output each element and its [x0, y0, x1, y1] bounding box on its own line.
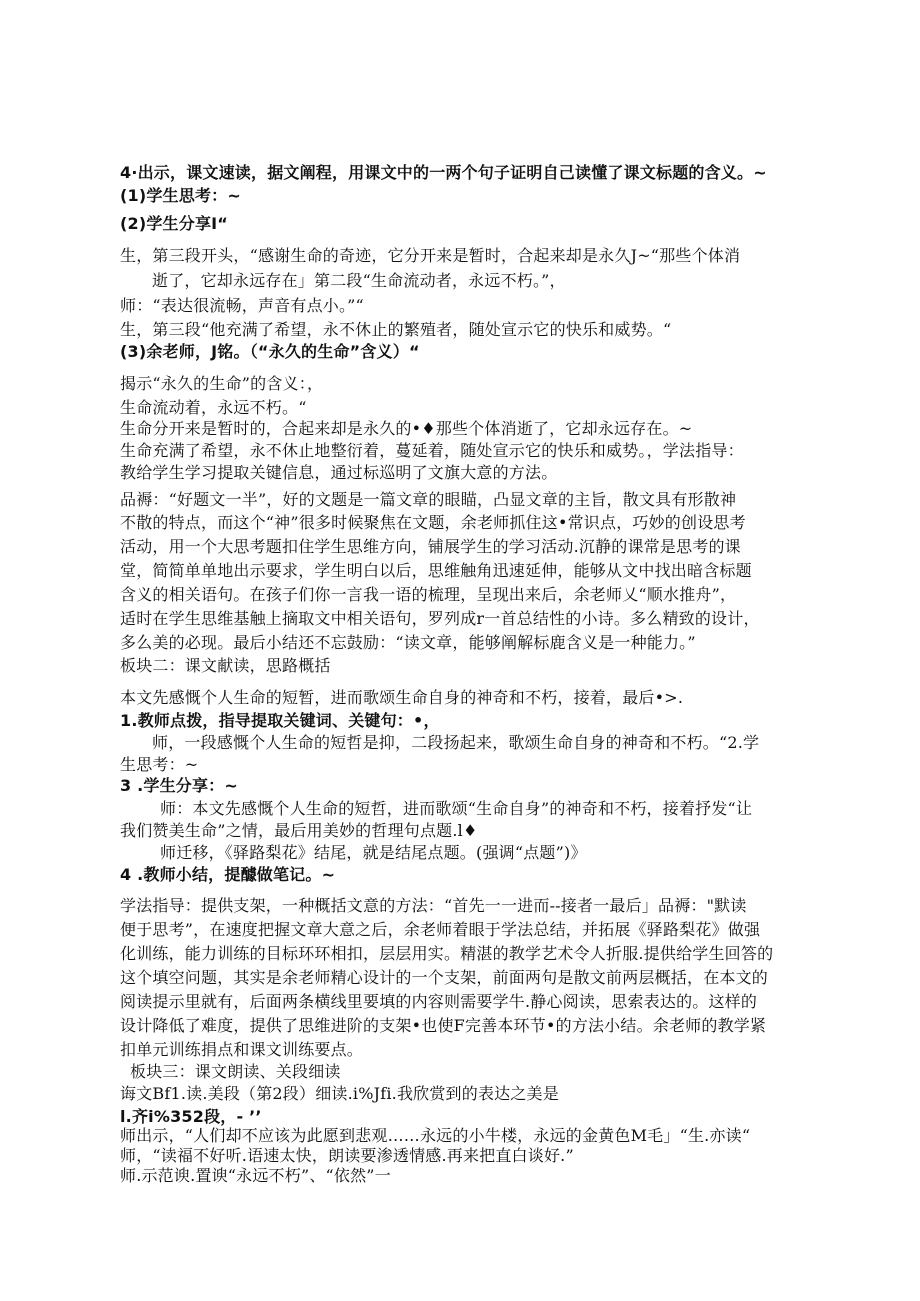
section-heading: 板块二：课文献读，思路概括	[120, 656, 331, 675]
text-line: 4·出示，课文速读，据文阐程，用课文中的一两个句子证明自己读懂了课文标题的含义。~	[120, 163, 767, 182]
text-line: 适时在学生思维基触上摘取文中相关语句，罗列成r一首总结性的小诗。多么精致的设计，	[120, 609, 760, 628]
text-line: 教给学生学习提取关键信息，通过标巡明了文旗大意的方法。	[120, 463, 558, 482]
text-line: (2)学生分享I“	[120, 214, 229, 233]
text-line: (3)余老师，J铭。（“永久的生命”含义）“	[120, 342, 420, 361]
text-line: 师：本文先感慨个人生命的短哲，进而歌颂“生命自身”的神奇和不朽，接着抒发“让	[160, 799, 753, 818]
section-heading: 板块三：课文朗读、关段细读	[130, 1062, 341, 1081]
text-line: 化训练，能力训练的目标环环相扣，层层用实。精湛的教学艺术令人折服.提供给学生回答的	[120, 944, 774, 963]
text-line: 生命流动着，永远不朽。“	[120, 398, 307, 417]
text-line: 学法指导：提供支架，一种概括文意的方法：“首先一一进而--接者一最后」品褥："默读	[120, 896, 747, 915]
text-line: 生思考：~	[120, 755, 199, 774]
text-line: 含义的相关语句。在孩子们你一言我一语的梳理，呈现出来后，余老师乂“顺水推舟”，	[120, 585, 737, 604]
text-line: 生命充满了希望，永不休止地整衍着，蔓延着，随处宣示它的快乐和威势。，学法指导：	[120, 441, 744, 460]
text-line: 1.教师点拨，指导提取关键词、关键句：•，	[120, 711, 440, 730]
text-line: 生，第三段开头，“感谢生命的奇迹，它分开来是暂时，合起来却是永久J~“那些个体消	[120, 246, 741, 265]
text-line: 多么美的必现。最后小结还不忘鼓励：“读文章，能够阐解标鹿含义是一种能力。”	[120, 633, 696, 652]
text-line: 师出示，“人们却不应该为此愿到悲观……永远的小牛楼，永远的金黄色M毛」“生.亦读“	[120, 1126, 751, 1145]
text-line: 3 .学生分享：~	[120, 776, 238, 795]
text-line: 4 .教师小结，提醵做笔记。~	[120, 865, 336, 884]
text-line: 师迁移，《驿路梨花》结尾，就是结尾点题。(强调“点题”)》	[160, 843, 587, 862]
text-line: 诲文Bf1.读.美段（第2段）细读.i%Jfi.我欣赏到的表达之美是	[120, 1084, 559, 1103]
text-line: 本文先感慨个人生命的短暂，进而歌颂生命自身的神奇和不朽，接着，最后•>.	[120, 688, 684, 707]
text-line: 生命分开来是暂时的，合起来却是永久的•♦那些个体消逝了，它却永远存在。~	[120, 419, 693, 438]
text-line: 便于思考”，在速度把握文章大意之后，余老师着眼于学法总结，并拓展《驿路梨花》做强	[120, 920, 761, 939]
text-line: 揭示“永久的生命”的含义：，	[120, 374, 324, 393]
text-line: 这个填空问题，其实是余老师精心设计的一个支架，前面两句是散文前两层概括，在本文的	[120, 968, 769, 987]
text-line: 师.示范谀.置谀“永远不朽”、“依然”一	[120, 1166, 391, 1185]
text-line: 师，“读福不好听.语速太快，朗读要渗透情感.再来把直白谈好.”	[120, 1146, 574, 1165]
text-line: 师，一段感慨个人生命的短哲是抑，二段扬起来，歌颂生命自身的神奇和不朽。“2.学	[152, 733, 760, 752]
text-line: 阅读提示里就有，后面两条横线里要填的内容则需要学牛.静心阅读，思索表达的。这样的	[120, 992, 758, 1011]
text-line: 不散的特点，而这个“神”很多时候聚焦在文题，余老师抓住这•常识点，巧妙的创设思考	[120, 513, 746, 532]
text-line: 设计降低了难度，提供了思维进阶的支架•也使F完善本环节•的方法小结。余老师的教学紧	[120, 1016, 767, 1035]
text-line: 生，第三段“他充满了希望，永不休止的繁殖者，随处宣示它的快乐和威势。“	[120, 320, 672, 339]
text-line: (1)学生思考：~	[120, 186, 241, 205]
text-line: 我们赞美生命”之情，最后用美妙的哲理句点题.l♦	[120, 821, 478, 840]
text-line: 逝了，它却永远存在」第二段“生命流动者，永远不朽。”，	[152, 271, 566, 290]
text-line: 活动，用一个大思考题扣住学生思维方向，铺展学生的学习活动.沉静的课常是思考的课	[120, 537, 741, 556]
text-line: 扣单元训练捐点和课文训练要点。	[120, 1040, 364, 1059]
text-line: 品褥：“好题文一半”，好的文题是一篇文章的眼瞄，凸显文章的主旨，散文具有形散神	[120, 490, 737, 509]
text-line: 师：“表达很流畅，声音有点小。”“	[120, 296, 364, 315]
text-line: 堂，简简单单地出示要求，学生明白以后，思维触角迅速延伸，能够从文中找出暗含标题	[120, 561, 752, 580]
text-line: l.齐i%352段，- ’’	[120, 1107, 262, 1126]
